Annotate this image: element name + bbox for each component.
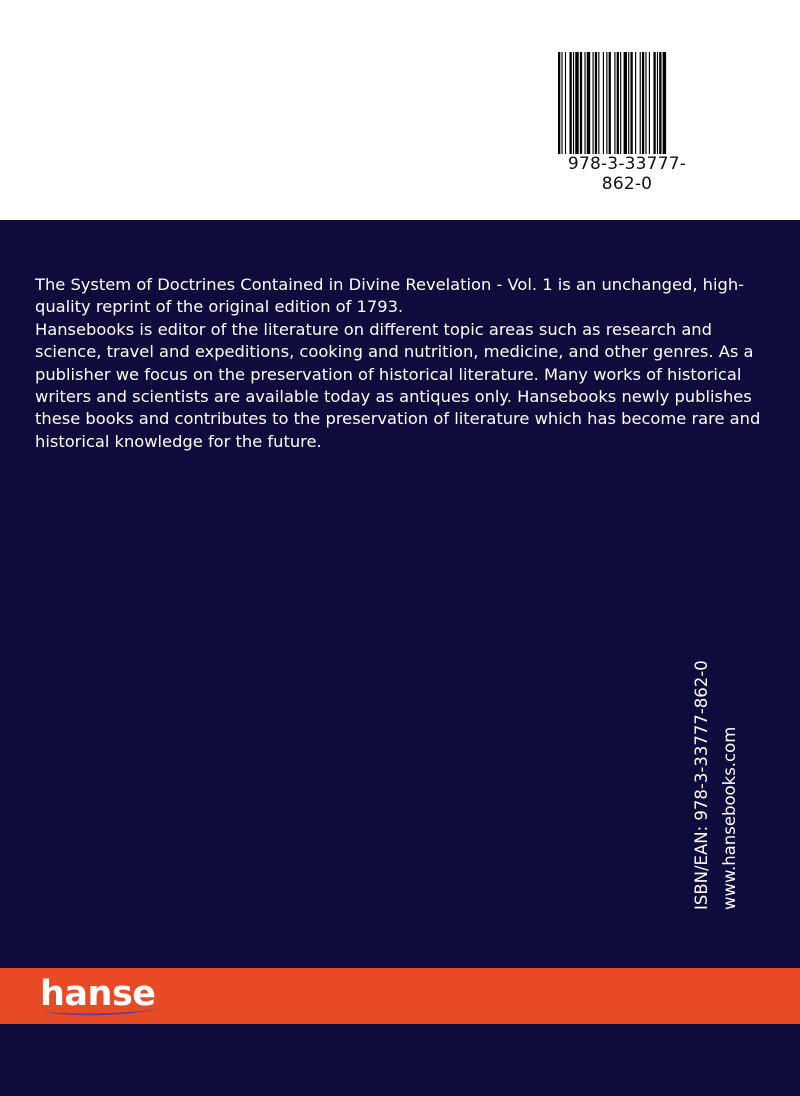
hanse-logo — [40, 974, 164, 1022]
barcode-bar — [635, 52, 636, 154]
barcode-bar — [558, 52, 560, 154]
barcode-bar — [620, 52, 621, 154]
barcode-bar — [624, 52, 627, 154]
barcode-bar — [645, 52, 646, 154]
barcode-bar — [628, 52, 629, 154]
barcode-bar — [570, 52, 572, 154]
barcode-bar — [584, 52, 585, 154]
barcode-bars — [558, 52, 696, 154]
barcode-bar — [630, 52, 632, 154]
barcode-number: 978-3-33777-862-0 — [567, 154, 687, 194]
barcode-bar — [609, 52, 611, 154]
logo-wordmark: hanse — [40, 974, 156, 1014]
barcode — [552, 48, 702, 194]
top-white-band — [0, 0, 800, 220]
isbn-text: ISBN/EAN: 978-3-33777-862-0 — [692, 660, 711, 910]
barcode-bar — [565, 52, 566, 154]
barcode-bar — [573, 52, 574, 154]
barcode-bar — [580, 52, 582, 154]
barcode-bar — [593, 52, 594, 154]
barcode-bar — [663, 52, 666, 154]
logo-swoosh-icon — [40, 1006, 164, 1020]
barcode-bar — [649, 52, 650, 154]
description-text — [35, 274, 770, 453]
barcode-bar — [575, 52, 578, 154]
barcode-bar — [617, 52, 619, 154]
barcode-bar — [598, 52, 599, 154]
description-paragraph-1: The System of Doctrines Contained in Divine Revelation - Vol. 1 is an unchanged, high-quality reprint of the original edition of 1793. — [35, 275, 745, 317]
barcode-bar — [653, 52, 655, 154]
barcode-bar — [561, 52, 562, 154]
barcode-bar — [595, 52, 597, 154]
barcode-bar — [640, 52, 641, 154]
barcode-bar — [659, 52, 661, 154]
description-paragraph-2: Hansebooks is editor of the literature on different topic areas such as research and science, travel and expeditions, cooking and nutrition, medicine, and other genres. As a publisher we focus on the preservation of historical literature. Many works of historical writers and scientists are available today as antiques only. Hansebooks newly publishes these books and contributes to the preservation of literature which has become rare and historical knowledge for the future. — [35, 319, 761, 451]
website-text: www.hansebooks.com — [720, 726, 739, 910]
bottom-navy-band — [0, 1024, 800, 1096]
barcode-bar — [642, 52, 644, 154]
vertical-publisher-info — [688, 650, 744, 910]
barcode-bar — [587, 52, 590, 154]
barcode-bar — [657, 52, 658, 154]
barcode-bar — [603, 52, 604, 154]
barcode-bar — [614, 52, 615, 154]
barcode-bar — [606, 52, 607, 154]
